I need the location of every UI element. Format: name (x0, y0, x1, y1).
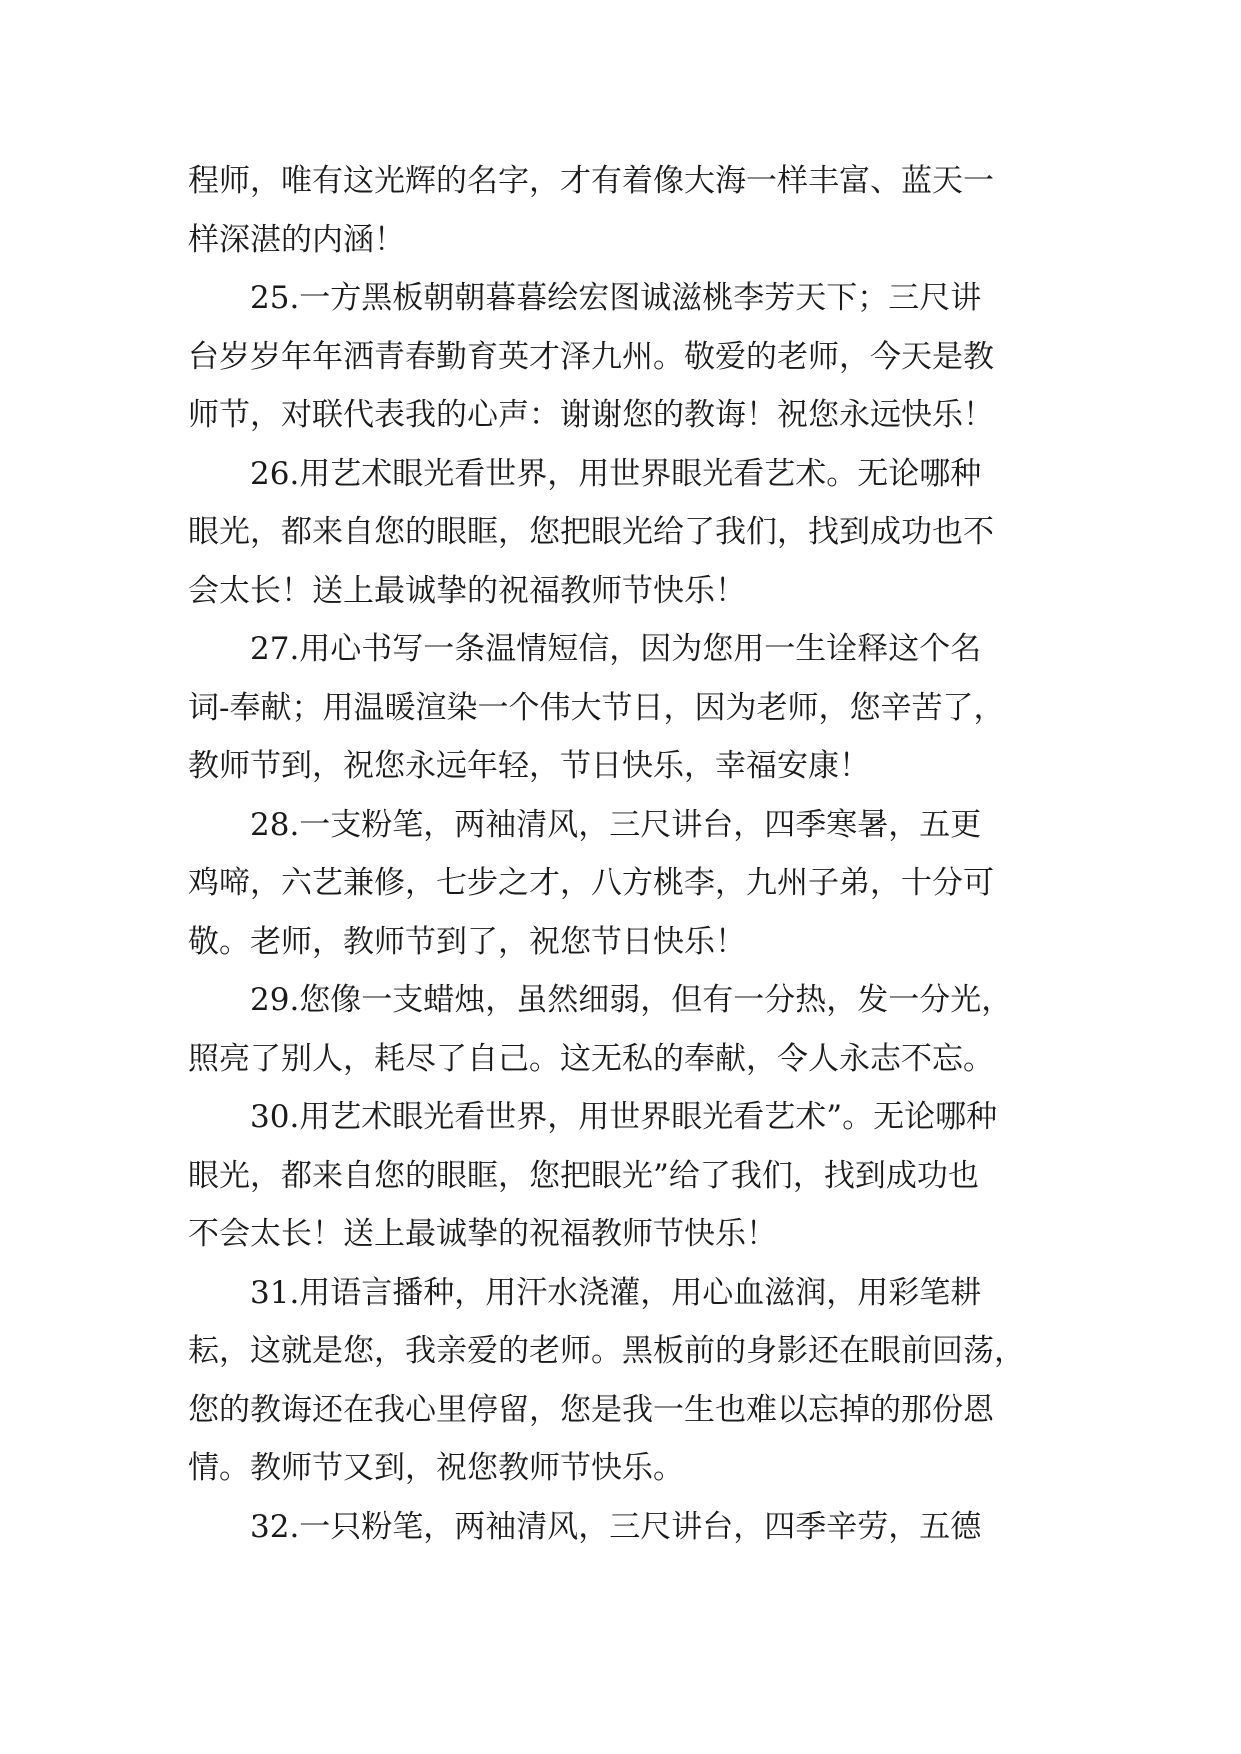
paragraph-first-line: 30.用艺术眼光看世界，用世界眼光看艺术”。无论哪种 (250, 1099, 998, 1135)
text-line: 会太长！送上最诚挚的祝福教师节快乐！ (188, 572, 746, 609)
text-line: 不会太长！送上最诚挚的祝福教师节快乐！ (188, 1216, 777, 1252)
text-line: 情。教师节又到，祝您教师节快乐。 (188, 1450, 684, 1486)
paragraph-first-line: 26.用艺术眼光看世界，用世界眼光看艺术。无论哪种 (250, 455, 982, 492)
text-line: 词-奉献；用温暖渲染一个伟大节日，因为老师，您辛苦了， (188, 689, 1005, 726)
text-line: 样深湛的内涵！ (188, 221, 405, 258)
text-line: 程师，唯有这光辉的名字，才有着像大海一样丰富、蓝天一 (188, 163, 994, 199)
text-line: 照亮了别人，耗尽了自己。这无私的奉献，令人永志不忘。 (188, 1040, 994, 1077)
text-line: 眼光，都来自您的眼眶，您把眼光给了我们，找到成功也不 (188, 514, 994, 550)
text-line: 敬。老师，教师节到了，祝您节日快乐！ (188, 923, 746, 960)
text-line: 耘，这就是您，我亲爱的老师。黑板前的身影还在眼前回荡， (188, 1333, 1025, 1369)
paragraph-first-line: 32.一只粉笔，两袖清风，三尺讲台，四季辛劳，五德 (250, 1508, 982, 1545)
paragraph-first-line: 31.用语言播种，用汗水浇灌，用心血滋润，用彩笔耕 (250, 1274, 982, 1311)
text-line: 台岁岁年年洒青春勤育英才泽九州。敬爱的老师，今天是教 (188, 338, 994, 375)
text-line: 眼光，都来自您的眼眶，您把眼光”给了我们，找到成功也 (188, 1157, 979, 1194)
text-line: 鸡啼，六艺兼修，七步之才，八方桃李，九州子弟，十分可 (188, 865, 994, 901)
paragraph-first-line: 28.一支粉笔，两袖清风，三尺讲台，四季寒暑，五更 (250, 806, 982, 843)
paragraph-first-line: 29.您像一支蜡烛，虽然细弱，但有一分热，发一分光， (250, 982, 1013, 1018)
text-line: 师节，对联代表我的心声：谢谢您的教诲！祝您永远快乐！ (188, 397, 994, 433)
text-line: 教师节到，祝您永远年轻，节日快乐，幸福安康！ (188, 748, 870, 784)
paragraph-first-line: 25.一方黑板朝朝暮暮绘宏图诚滋桃李芳天下；三尺讲 (250, 280, 982, 316)
document-body (188, 152, 1068, 1556)
paragraph-first-line: 27.用心书写一条温情短信，因为您用一生诠释这个名 (250, 631, 982, 667)
text-line: 您的教诲还在我心里停留，您是我一生也难以忘掉的那份恩 (188, 1391, 994, 1428)
